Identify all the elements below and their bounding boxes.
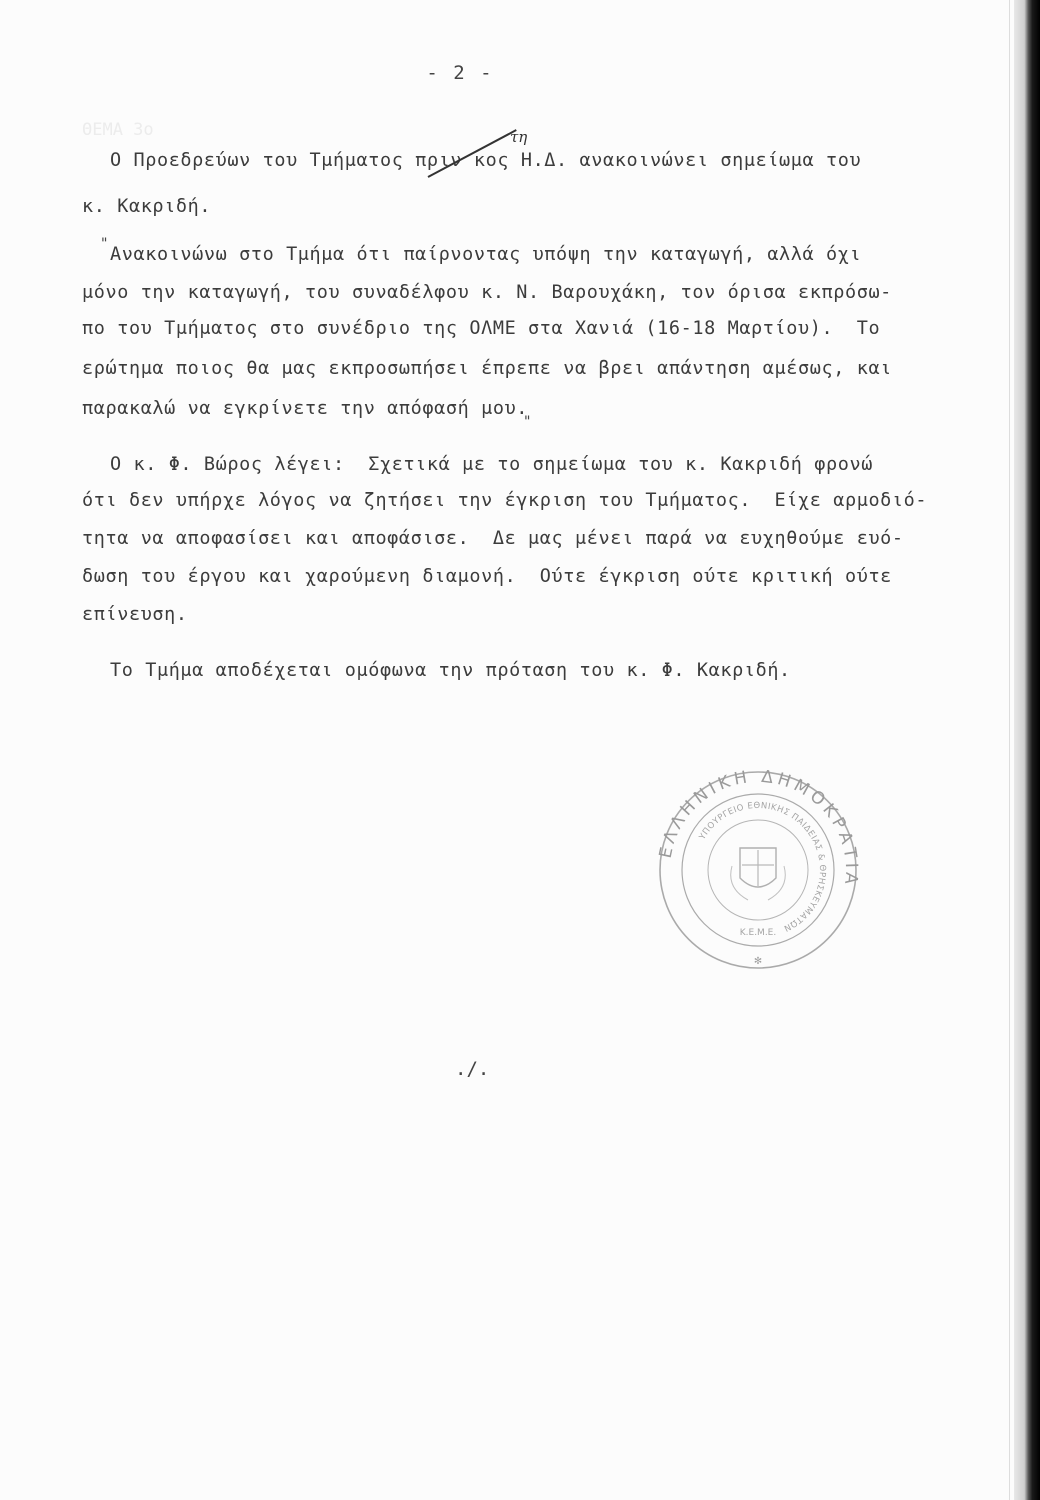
p4-line-1: Το Τμήμα αποδέχεται ομόφωνα την πρόταση του κ. Φ. Κακριδή. [110,660,791,681]
p3-line-2: ότι δεν υπήρχε λόγος να ζητήσει την έγκριση του Τμήματος. Είχε αρμοδιό- [82,490,928,511]
p1-line-1: Ο Προεδρεύων του Τμήματος πριν κος Η.Δ. ανακοινώνει σημείωμα του [110,150,862,171]
handwritten-quote-open: " [100,236,109,252]
p2-line-5: παρακαλώ να εγκρίνετε την απόφασή μου. [82,398,529,419]
stamp-inner-text: ΥΠΟΥΡΓΕΙΟ ΕΘΝΙΚΗΣ ΠΑΙΔΕΙΑΣ & ΘΡΗΣΚΕΥΜΑΤΩΝ [697,800,828,934]
p2-line-2: μόνο την καταγωγή, του συναδέλφου κ. Ν. Βαρουχάκη, τον όρισα εκπρόσω- [82,282,892,303]
stamp-bottom-text: Κ.Ε.Μ.Ε. [739,928,777,938]
handwritten-quote-close: " [523,414,532,430]
bleed-through: ΘΕΜΑ 3ο [82,120,154,140]
svg-text:✻: ✻ [754,953,762,967]
binding-edge [1014,0,1040,1500]
end-mark: ./. [455,1058,490,1080]
p3-line-3: τητα να αποφασίσει και αποφάσισε. Δε μας μένει παρά να ευχηθούμε ευό- [82,528,904,549]
p3-line-4: δωση του έργου και χαρούμενη διαμονή. Ούτε έγκριση ούτε κριτική ούτε [82,566,892,587]
p1-line-2: κ. Κακριδή. [82,196,212,217]
page-number: - 2 - [426,62,494,84]
stamp-outer-text: ΕΛΛΗΝΙΚΗ ΔΗΜΟΚΡΑΤΙΑ [655,770,862,890]
p2-line-3: πο του Τμήματος στο συνέδριο της ΟΛΜΕ στα Χανιά (16-18 Μαρτίου). Το [82,318,881,339]
official-stamp [648,770,868,970]
handwritten-insert: τη [510,128,528,146]
p3-line-5: επίνευση. [82,604,188,625]
stamp-seal-icon [648,770,868,970]
p2-line-4: ερώτημα ποιος θα μας εκπροσωπήσει έπρεπε να βρει απάντηση αμέσως, και [82,358,892,379]
page-edge-line [1009,0,1010,1500]
p3-line-1: Ο κ. Φ. Βώρος λέγει: Σχετικά με το σημείωμα του κ. Κακριδή φρονώ [110,454,873,475]
p2-line-1: Ανακοινώνω στο Τμήμα ότι παίρνοντας υπόψη την καταγωγή, αλλά όχι [110,244,862,265]
